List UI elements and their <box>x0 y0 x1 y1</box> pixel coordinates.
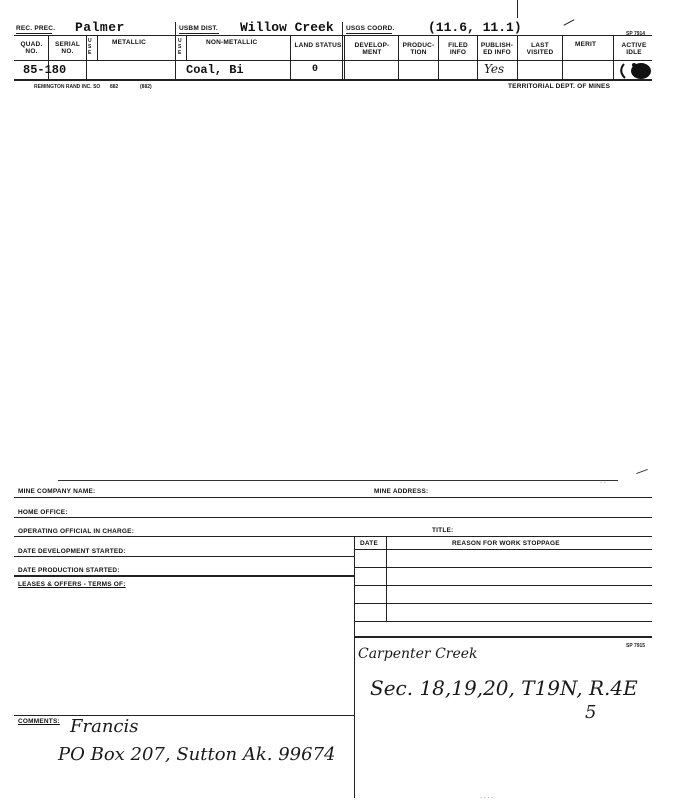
date-production-rule <box>14 575 354 577</box>
margin-mark <box>517 0 518 18</box>
header-divider-2 <box>342 22 343 79</box>
header-bottom-rule <box>14 35 652 36</box>
rec-prec-underline <box>16 33 52 34</box>
department-label: TERRITORIAL DEPT. OF MINES <box>508 83 611 90</box>
usgs-coord-underline <box>346 33 392 34</box>
comment-name-handwriting: Francis <box>70 716 139 737</box>
rec-prec-value: Palmer <box>75 20 125 35</box>
printer-code-2: (882) <box>140 84 152 90</box>
col-div-use2 <box>186 35 187 60</box>
published-info-value: Yes <box>484 62 505 76</box>
merit-label: MERIT <box>575 41 597 48</box>
printer-label: REMINGTON RAND INC. SO <box>34 84 101 90</box>
check-mark <box>563 19 574 26</box>
date-header-rule <box>354 549 652 550</box>
use-label: U S E <box>88 38 92 56</box>
usbm-dist-label: USBM DIST. <box>179 25 218 32</box>
header-divider-1 <box>175 22 176 79</box>
quad-label: QUAD. NO. <box>20 41 43 55</box>
use2-label: U S E <box>178 38 182 56</box>
reason-label: REASON FOR WORK STOPPAGE <box>452 540 560 547</box>
published-info-label: PUBLISH-ED INFO <box>480 42 514 56</box>
usgs-coord-value: (11.6, 11.1) <box>428 20 522 35</box>
row-bottom-rule <box>14 79 652 81</box>
date-production-label: DATE PRODUCTION STARTED: <box>18 567 120 574</box>
stoppage-row-4 <box>354 621 652 622</box>
mine-company-rule <box>14 497 652 498</box>
col-div-filed <box>477 35 478 79</box>
col-div-last-visited <box>562 35 563 79</box>
col-div-published <box>517 35 518 79</box>
mine-address-label: MINE ADDRESS: <box>374 488 429 495</box>
nonmetallic-value: Coal, Bi <box>186 63 244 77</box>
land-status-value: 0 <box>312 64 319 75</box>
column-header-bottom-rule <box>14 60 652 61</box>
production-label: PRODUC-TION <box>402 42 435 56</box>
comment-address-handwriting: PO Box 207, Sutton Ak. 99674 <box>58 744 336 765</box>
home-office-label: HOME OFFICE: <box>18 509 68 516</box>
filed-info-label: FILED INFO <box>448 42 468 56</box>
leases-label: LEASES & OFFERS - TERMS OF: <box>18 581 126 588</box>
stoppage-row-1 <box>354 567 652 568</box>
stray-dots: · · <box>600 480 606 486</box>
development-label: DEVELOP-MENT <box>354 42 390 56</box>
col-div-serial <box>86 35 87 79</box>
title-label: TITLE: <box>432 527 454 534</box>
location-range-5-handwriting: 5 <box>585 702 597 723</box>
date-col-divider <box>386 536 387 622</box>
date-development-label: DATE DEVELOPMENT STARTED: <box>18 548 126 555</box>
active-idle-label: ACTIVE IDLE <box>621 42 647 56</box>
quad-serial-value: 85-180 <box>23 63 67 77</box>
col-div-land <box>344 35 345 79</box>
nonmetallic-label: NON-METALLIC <box>206 39 258 46</box>
date-development-rule <box>14 556 354 557</box>
stoppage-bottom-rule <box>354 636 652 638</box>
col-div-production <box>438 35 439 79</box>
comments-top-rule <box>14 715 354 716</box>
printer-code-1: 882 <box>110 84 119 90</box>
form-code-bottom: SP 7915 <box>626 643 646 649</box>
serial-label: SERIAL NO. <box>54 41 81 55</box>
date-column-label: DATE <box>360 540 379 547</box>
col-div-nonmetallic <box>290 35 291 79</box>
lower-center-divider <box>354 536 355 798</box>
comments-label: COMMENTS: <box>18 718 60 725</box>
operating-official-label: OPERATING OFFICIAL IN CHARGE: <box>18 528 135 535</box>
col-div-use <box>97 35 98 60</box>
last-visited-label: LAST VISITED <box>526 42 554 56</box>
location-name-handwriting: Carpenter Creek <box>358 646 478 662</box>
usgs-coord-label: USGS COORD. <box>346 25 395 32</box>
mine-company-label: MINE COMPANY NAME: <box>18 488 96 495</box>
lower-top-rule <box>58 480 618 481</box>
metallic-label: METALLIC <box>112 39 146 46</box>
active-stamp-icon <box>616 60 652 82</box>
stoppage-row-3 <box>354 603 652 604</box>
location-legal-handwriting: Sec. 18,19,20, T19N, R.4E <box>370 676 638 700</box>
rec-prec-label: REC. PREC. <box>16 25 56 32</box>
usbm-dist-underline <box>179 33 219 34</box>
form-code-top: SP 7914 <box>626 31 646 37</box>
col-div-merit <box>613 35 614 79</box>
stoppage-row-2 <box>354 585 652 586</box>
usbm-dist-value: Willow Creek <box>240 20 334 35</box>
stray-dots-bottom: · · · · <box>480 795 493 801</box>
land-status-label: LAND STATUS <box>294 42 342 49</box>
col-div-development <box>398 35 399 79</box>
home-office-rule <box>14 517 652 518</box>
operating-official-rule <box>14 536 652 537</box>
corner-mark <box>636 469 648 474</box>
